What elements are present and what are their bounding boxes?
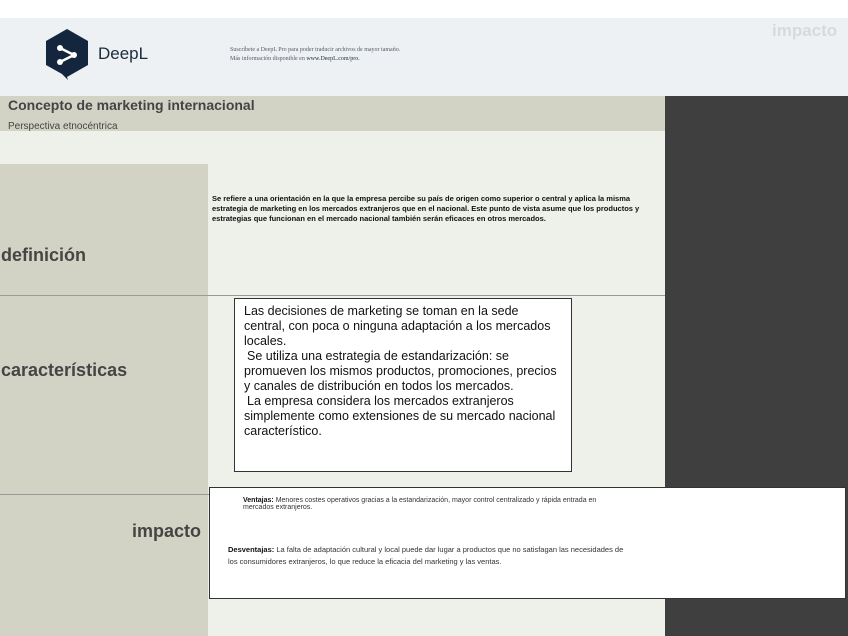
promo-line-2 <box>230 55 400 64</box>
deepl-promo-text <box>230 46 400 64</box>
deepl-pro-link[interactable]: www.DeepL.com/pro. <box>306 56 360 62</box>
promo-line-1: Suscríbete a DeepL Pro para poder traducir archivos de mayor tamaño. <box>230 47 401 53</box>
impact-label: impacto <box>132 521 202 541</box>
characteristics-label: características <box>1 360 128 380</box>
characteristics-box <box>234 298 572 472</box>
definition-text: Se refiere a una orientación en la que la empresa percibe su país de origen como superior o central y aplica la misma estrategia de marketing en los mercados extranjeros que en el nacional. Este punto de vista asume que los productos y estrategias que funcionan en el mercado nacional también serán eficaces en otros mercados. <box>212 194 640 223</box>
page-title: Concepto de marketing internacional <box>8 97 255 113</box>
impact-advantages <box>243 497 603 511</box>
characteristic-item: La empresa considera los mercados extranjeros simplemente como extensiones de su mercado nacional característico. <box>244 394 556 438</box>
disadvantages-text: La falta de adaptación cultural y local puede dar lugar a productos que no satisfagan las necesidades de los consumidores extranjeros, lo que reduce la eficacia del marketing y las ventas. <box>228 545 624 566</box>
characteristic-item: Las decisiones de marketing se toman en la sede central, con poca o ninguna adaptación a los mercados locales. <box>244 304 551 348</box>
label-column <box>0 164 208 636</box>
characteristic-item: Se utiliza una estrategia de estandarización: se promueven los mismos productos, promociones, precios y canales de distribución en todos los mercados. <box>244 349 557 393</box>
deepl-logo-icon <box>44 28 90 80</box>
deepl-brand-name: DeepL <box>98 44 149 63</box>
disadvantages-title: Desventajas: <box>228 545 275 554</box>
header-right-label: impacto <box>772 21 838 40</box>
advantages-text: Menores costes operativos gracias a la estandarización, mayor control centralizado y rápida entrada en mercados extranjeros. <box>243 497 597 511</box>
section-divider <box>0 295 665 296</box>
page-subtitle: Perspectiva etnocéntrica <box>8 121 118 132</box>
advantages-title: Ventajas: <box>243 497 274 504</box>
impact-disadvantages <box>228 544 628 568</box>
promo-line-2-prefix: Más información disponible en <box>230 56 307 62</box>
definition-label: definición <box>1 245 86 265</box>
